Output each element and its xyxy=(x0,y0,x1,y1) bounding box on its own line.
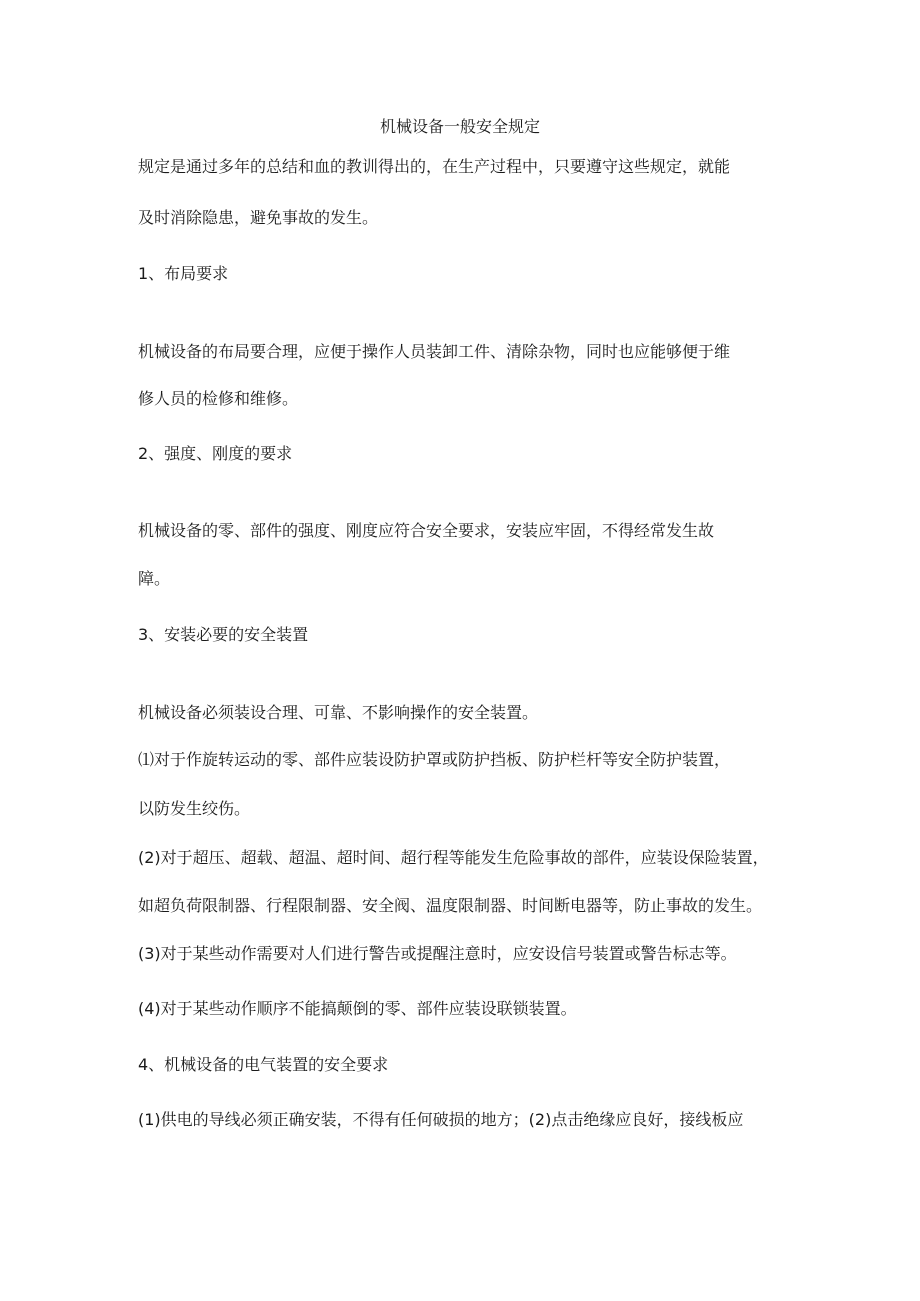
section-3-heading: 3、安装必要的安全装置 xyxy=(138,625,309,644)
document-title: 机械设备一般安全规定 xyxy=(379,117,540,136)
section-2-heading: 2、强度、刚度的要求 xyxy=(138,444,293,463)
section-2-line-2: 障。 xyxy=(138,569,171,588)
section-3-item-2-line-2: 如超负荷限制器、行程限制器、安全阀、温度限制器、时间断电器等，防止事故的发生。 xyxy=(138,896,763,915)
section-3-item-3: (3)对于某些动作需要对人们进行警告或提醒注意时，应安设信号装置或警告标志等。 xyxy=(138,944,737,963)
section-3-item-2-line-1: (2)对于超压、超载、超温、超时间、超行程等能发生危险事故的部件，应装设保险装置， xyxy=(138,848,769,867)
section-1-heading: 1、布局要求 xyxy=(138,264,229,283)
section-3-item-4: (4)对于某些动作顺序不能搞颠倒的零、部件应装设联锁装置。 xyxy=(138,999,577,1018)
section-4-line-1: (1)供电的导线必须正确安装，不得有任何破损的地方；(2)点击绝缘应良好，接线板应 xyxy=(138,1110,744,1129)
section-3-line-1: 机械设备必须装设合理、可靠、不影响操作的安全装置。 xyxy=(138,703,539,722)
section-1-line-2: 修人员的检修和维修。 xyxy=(138,389,299,408)
section-1-line-1: 机械设备的布局要合理，应便于操作人员装卸工件、清除杂物，同时也应能够便于维 xyxy=(138,342,731,361)
intro-line-2: 及时消除隐患，避免事故的发生。 xyxy=(138,208,379,227)
section-3-item-1-line-1: ⑴对于作旋转运动的零、部件应装设防护罩或防护挡板、防护栏杆等安全防护装置， xyxy=(138,750,731,769)
section-3-item-1-line-2: 以防发生绞伤。 xyxy=(138,799,251,818)
section-2-line-1: 机械设备的零、部件的强度、刚度应符合安全要求，安装应牢固，不得经常发生故 xyxy=(138,521,715,540)
intro-line-1: 规定是通过多年的总结和血的教训得出的，在生产过程中，只要遵守这些规定，就能 xyxy=(138,157,731,176)
section-4-heading: 4、机械设备的电气装置的安全要求 xyxy=(138,1055,389,1074)
